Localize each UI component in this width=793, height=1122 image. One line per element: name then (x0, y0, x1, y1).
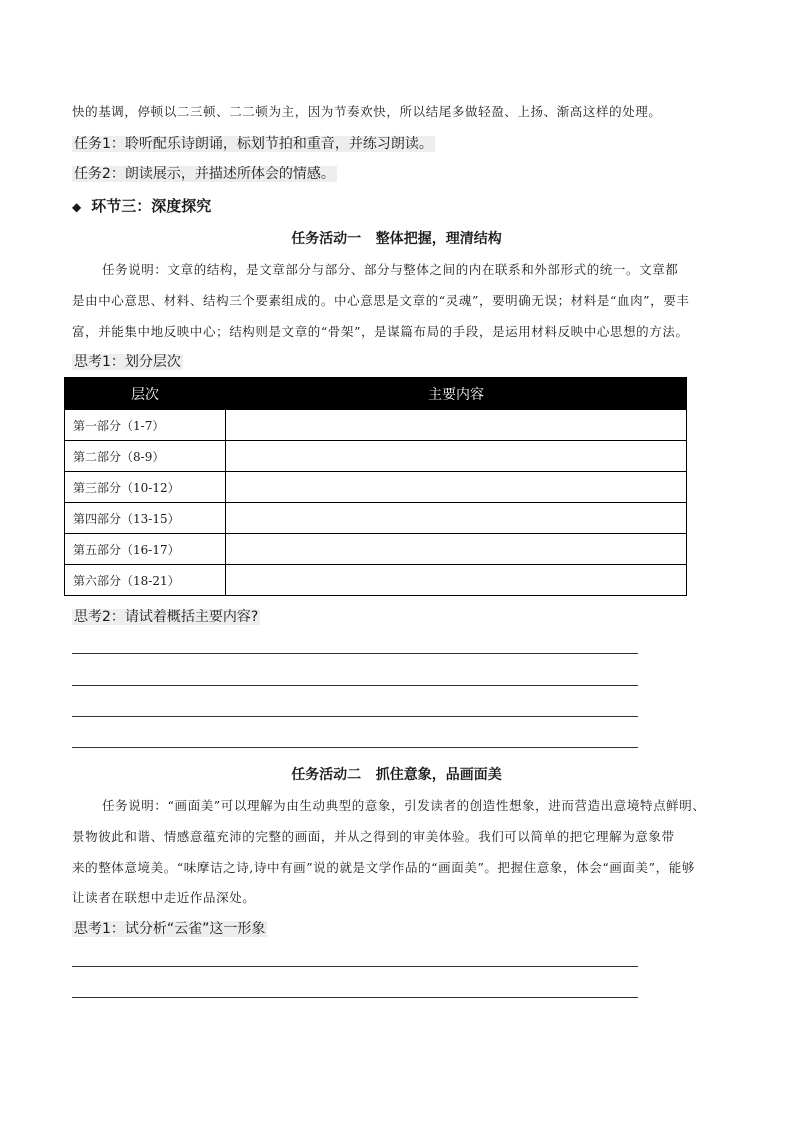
activity-2-title: 任务活动二 抓住意象，品画面美 (291, 767, 502, 783)
table-row (65, 410, 687, 441)
activity-2-description-line-4: 让读者在联想中走近作品深处。 (72, 890, 256, 905)
answer-line[interactable] (72, 747, 638, 748)
table-cell-content[interactable] (226, 441, 687, 472)
activity-1-description-line-3: 富，并能集中地反映中心；结构则是文章的“骨架”，是谋篇布局的手段，是运用材料反映中心思想的方法。 (72, 324, 689, 339)
answer-line[interactable] (72, 653, 638, 654)
section-3-heading (72, 196, 211, 217)
table-cell-level: 第三部分（10-12） (65, 472, 226, 503)
answer-line[interactable] (72, 685, 638, 686)
table-cell-content[interactable] (226, 472, 687, 503)
section-3-heading-text: 环节三：深度探究 (91, 197, 212, 215)
table-row (65, 472, 687, 503)
task-1-line (72, 134, 435, 154)
activity-2-description-line-2: 景物彼此和谐、情感意蕴充沛的完整的画面，并从之得到的审美体验。我们可以简单的把它理解为意象带 (72, 829, 675, 844)
activity-1-description-line-2: 是由中心意思、材料、结构三个要素组成的。中心意思是文章的“灵魂”，要明确无误；材料是“血肉”，要丰 (72, 293, 690, 308)
activity-1-think-1-text: 思考1：划分层次 (74, 354, 181, 370)
activity-1-think-1 (72, 352, 183, 372)
answer-line[interactable] (72, 716, 638, 717)
table-header-row (65, 378, 687, 410)
task-1-text: 任务1：聆听配乐诗朗诵，标划节拍和重音，并练习朗读。 (74, 136, 433, 152)
table-row (65, 565, 687, 596)
table-cell-level: 第六部分（18-21） (65, 565, 226, 596)
activity-1-title: 任务活动一 整体把握，理清结构 (291, 231, 502, 247)
activity-2-description-line-3: 来的整体意境美。“味摩诘之诗,诗中有画”说的就是文学作品的“画面美”。把握住意象，体会“画面美”，能够 (72, 860, 695, 875)
intro-continued-text: 快的基调，停顿以二三顿、二二顿为主，因为节奏欢快，所以结尾多做轻盈、上扬、渐高这样的处理。 (72, 104, 662, 119)
task-2-line (72, 164, 337, 184)
structure-table (64, 377, 687, 596)
activity-2-description-line-1: 任务说明：“画面美”可以理解为由生动典型的意象，引发读者的创造性想象，进而营造出意境特点鲜明、 (102, 798, 706, 813)
diamond-bullet-icon: ◆ (72, 200, 82, 214)
table-cell-level: 第四部分（13-15） (65, 503, 226, 534)
table-row (65, 503, 687, 534)
answer-line[interactable] (72, 997, 638, 998)
activity-1-think-2 (72, 607, 260, 627)
table-cell-level: 第二部分（8-9） (65, 441, 226, 472)
table-cell-level: 第五部分（16-17） (65, 534, 226, 565)
activity-1-description-line-1: 任务说明：文章的结构，是文章部分与部分、部分与整体之间的内在联系和外部形式的统一。文章都 (102, 262, 679, 277)
table-cell-content[interactable] (226, 503, 687, 534)
table-row (65, 534, 687, 565)
answer-line[interactable] (72, 966, 638, 967)
table-header-level: 层次 (65, 378, 226, 410)
activity-2-think-1 (72, 919, 267, 939)
table-cell-content[interactable] (226, 565, 687, 596)
table-header-content: 主要内容 (226, 378, 687, 410)
activity-1-think-2-text: 思考2：请试着概括主要内容? (74, 609, 259, 625)
task-2-text: 任务2：朗读展示，并描述所体会的情感。 (74, 166, 335, 182)
activity-2-think-1-text: 思考1：试分析“云雀”这一形象 (74, 921, 266, 937)
table-cell-content[interactable] (226, 534, 687, 565)
table-cell-content[interactable] (226, 410, 687, 441)
table-cell-level: 第一部分（1-7） (65, 410, 226, 441)
table-row (65, 441, 687, 472)
